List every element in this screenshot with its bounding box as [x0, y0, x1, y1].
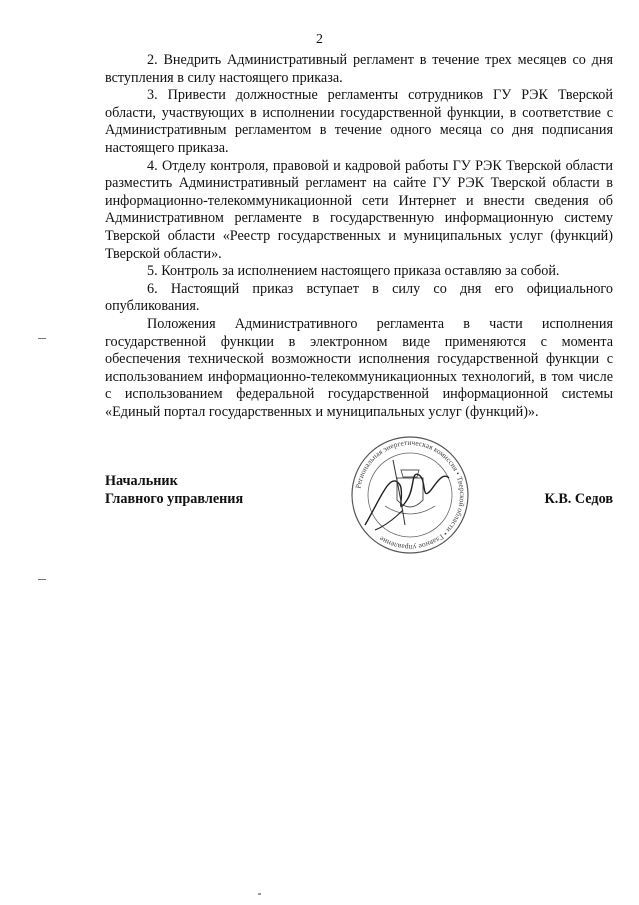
- margin-mark: [38, 579, 46, 580]
- official-seal-stamp: [345, 430, 475, 560]
- paragraph-item-2: 2. Внедрить Административный регламент в течение трех месяцев со дня вступления в силу настоящего приказа.: [105, 52, 613, 86]
- seal-ring-text: Региональная энергетическая комиссия • Тверской области • Главное управление: [353, 437, 468, 553]
- paragraph-electronic-provisions: Положения Административного регламента в части исполнения государственной функции в электронном виде применяются с момента обеспечения технической возможности исполнения государственной функции с использованием информационно-телекоммуникационных технологий, в том числе с использованием федеральной государственной информационной системы «Единый портал государственных и муниципальных услуг (функций)».: [105, 315, 613, 420]
- paragraph-item-3: 3. Привести должностные регламенты сотрудников ГУ РЭК Тверской области, участвующих в исполнении государственной функции, в соответствие с Административным регламентом в течение одного месяца со дня подписания настоящего приказа.: [105, 87, 613, 156]
- signer-title-line1: Начальник: [105, 473, 178, 489]
- margin-mark: [38, 338, 46, 339]
- paragraph-item-4: 4. Отделу контроля, правовой и кадровой работы ГУ РЭК Тверской области разместить Административный регламент на сайте ГУ РЭК Тверской области в информационно-телекоммуникационной сети Интернет и внести сведения об Административном регламенте в государственную информационную систему Тверской области «Реестр государственных и муниципальных услуг (функций) Тверской области».: [105, 157, 613, 262]
- document-body: [105, 52, 613, 421]
- scan-artifact-dot: [258, 893, 261, 895]
- paragraph-item-6: 6. Настоящий приказ вступает в силу со дня его официального опубликования.: [105, 280, 613, 315]
- page-number: 2: [316, 32, 323, 47]
- signer-name: К.В. Седов: [544, 491, 613, 507]
- paragraph-item-5: 5. Контроль за исполнением настоящего приказа оставляю за собой.: [147, 263, 560, 280]
- signer-title-line2: Главного управления: [105, 491, 244, 507]
